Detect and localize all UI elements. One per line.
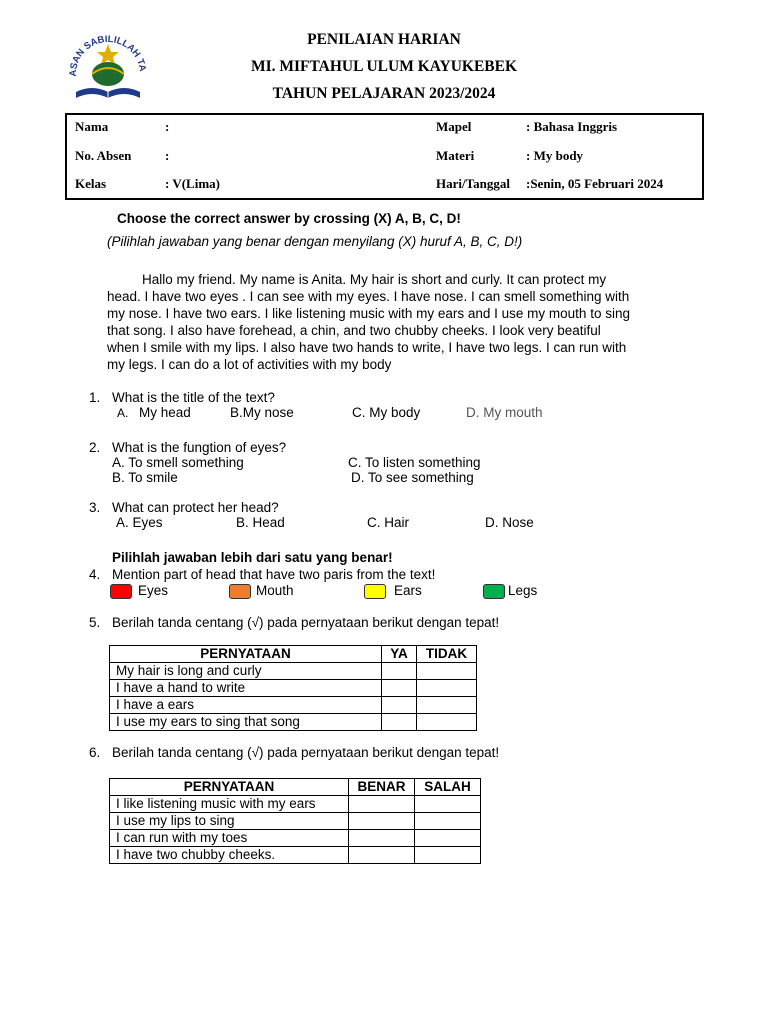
table-row bbox=[110, 813, 481, 830]
q5-header-yes: YA bbox=[382, 646, 417, 663]
q5-statement: My hair is long and curly bbox=[110, 663, 382, 680]
passage-line: my legs. I can do a lot of activities with my body bbox=[107, 357, 392, 372]
q6-statement: I like listening music with my ears bbox=[110, 796, 349, 813]
q3-option-c[interactable]: C. Hair bbox=[367, 515, 410, 530]
q4-number: 4. bbox=[89, 567, 101, 582]
instruction-en: Choose the correct answer by crossing (X) A, B, C, D! bbox=[117, 211, 461, 226]
table-row bbox=[110, 663, 477, 680]
hari-value: :Senin, 05 Februari 2024 bbox=[526, 176, 664, 191]
q4-checkbox-legs[interactable] bbox=[483, 584, 505, 599]
passage-line: when I smile with my lips. I also have two hands to write, I have two legs. I can run with bbox=[107, 340, 627, 355]
q4-option-mouth: Mouth bbox=[256, 583, 294, 598]
q6-header-statement: PERNYATAAN bbox=[110, 779, 349, 796]
mapel-value: : Bahasa Inggris bbox=[526, 119, 618, 134]
passage-line: head. I have two eyes . I can see with my eyes. I have nose. I can smell something with bbox=[107, 289, 630, 304]
q5-question: Berilah tanda centang (√) pada pernyataan berikut dengan tepat! bbox=[112, 615, 500, 630]
q1-option-d[interactable]: D. My mouth bbox=[466, 405, 543, 420]
q5-no-cell[interactable] bbox=[417, 663, 477, 680]
table-row bbox=[110, 796, 481, 813]
q1-number: 1. bbox=[89, 390, 101, 405]
q6-table bbox=[109, 778, 481, 864]
absen-field[interactable]: : bbox=[165, 148, 170, 163]
q4-checkbox-ears[interactable] bbox=[364, 584, 386, 599]
q6-header-false: SALAH bbox=[415, 779, 481, 796]
q4-question: Mention part of head that have two paris from the text! bbox=[112, 567, 436, 582]
q6-true-cell[interactable] bbox=[349, 847, 415, 864]
q6-true-cell[interactable] bbox=[349, 796, 415, 813]
q4-option-eyes: Eyes bbox=[138, 583, 169, 598]
q4-checkbox-eyes[interactable] bbox=[110, 584, 132, 599]
q5-yes-cell[interactable] bbox=[382, 697, 417, 714]
q4-option-ears: Ears bbox=[394, 583, 422, 598]
q5-no-cell[interactable] bbox=[417, 714, 477, 731]
passage-line: that song. I also have forehead, a chin, and two chubby cheeks. I look very beatiful bbox=[107, 323, 601, 338]
kelas-value: : V(Lima) bbox=[165, 176, 221, 191]
q5-statement: I have a hand to write bbox=[110, 680, 382, 697]
q6-false-cell[interactable] bbox=[415, 796, 481, 813]
q6-question: Berilah tanda centang (√) pada pernyataan berikut dengan tepat! bbox=[112, 745, 500, 760]
q5-header-no: TIDAK bbox=[417, 646, 477, 663]
q6-header-true: BENAR bbox=[349, 779, 415, 796]
q6-number: 6. bbox=[89, 745, 101, 760]
q2-option-b[interactable]: B. To smile bbox=[112, 470, 178, 485]
q5-yes-cell[interactable] bbox=[382, 714, 417, 731]
q5-header-statement: PERNYATAAN bbox=[110, 646, 382, 663]
nama-label: Nama bbox=[75, 119, 109, 134]
instruction-id: (Pilihlah jawaban yang benar dengan menyilang (X) huruf A, B, C, D!) bbox=[107, 234, 523, 249]
materi-label: Materi bbox=[436, 148, 475, 163]
q3-option-d[interactable]: D. Nose bbox=[485, 515, 534, 530]
passage-line: my nose. I have two ears. I like listening music with my ears and I use my mouth to sing bbox=[107, 306, 630, 321]
table-row bbox=[110, 714, 477, 731]
passage-line: Hallo my friend. My name is Anita. My hair is short and curly. It can protect my bbox=[142, 272, 607, 287]
q3-option-a[interactable]: A. Eyes bbox=[116, 515, 163, 530]
multi-answer-instruction: Pilihlah jawaban lebih dari satu yang benar! bbox=[112, 550, 393, 565]
hari-label: Hari/Tanggal bbox=[436, 176, 510, 191]
q1-option-a-letter[interactable]: A. bbox=[117, 406, 129, 420]
q3-option-b[interactable]: B. Head bbox=[236, 515, 285, 530]
school-name: MI. MIFTAHUL ULUM KAYUKEBEK bbox=[250, 58, 518, 75]
q6-statement: I use my lips to sing bbox=[110, 813, 349, 830]
q2-number: 2. bbox=[89, 440, 101, 455]
q1-option-a[interactable]: My head bbox=[139, 405, 191, 420]
table-row bbox=[110, 680, 477, 697]
q5-number: 5. bbox=[89, 615, 101, 630]
q6-false-cell[interactable] bbox=[415, 813, 481, 830]
q5-yes-cell[interactable] bbox=[382, 680, 417, 697]
q2-option-d[interactable]: D. To see something bbox=[351, 470, 474, 485]
q2-option-a[interactable]: A. To smell something bbox=[112, 455, 244, 470]
q1-option-b[interactable]: B.My nose bbox=[230, 405, 294, 420]
q3-question: What can protect her head? bbox=[112, 500, 279, 515]
header-title: PENILAIAN HARIAN bbox=[307, 31, 461, 48]
table-row bbox=[110, 697, 477, 714]
academic-year: TAHUN PELAJARAN 2023/2024 bbox=[272, 85, 496, 102]
q2-option-c[interactable]: C. To listen something bbox=[348, 455, 481, 470]
q4-checkbox-mouth[interactable] bbox=[229, 584, 251, 599]
nama-field[interactable]: : bbox=[165, 119, 170, 134]
q4-option-legs: Legs bbox=[508, 583, 538, 598]
table-row bbox=[110, 847, 481, 864]
absen-label: No. Absen bbox=[75, 148, 132, 163]
q1-question: What is the title of the text? bbox=[112, 390, 275, 405]
q1-option-c[interactable]: C. My body bbox=[352, 405, 421, 420]
q5-table bbox=[109, 645, 477, 731]
q6-false-cell[interactable] bbox=[415, 830, 481, 847]
mapel-label: Mapel bbox=[436, 119, 472, 134]
q6-statement: I can run with my toes bbox=[110, 830, 349, 847]
q6-statement: I have two chubby cheeks. bbox=[110, 847, 349, 864]
table-row bbox=[110, 830, 481, 847]
q5-statement: I have a ears bbox=[110, 697, 382, 714]
q2-question: What is the fungtion of eyes? bbox=[112, 440, 287, 455]
q6-true-cell[interactable] bbox=[349, 830, 415, 847]
kelas-label: Kelas bbox=[75, 176, 107, 191]
q5-statement: I use my ears to sing that song bbox=[110, 714, 382, 731]
q3-number: 3. bbox=[89, 500, 101, 515]
svg-text:YAYASAN SABILILLAH TAMAN: ASAN SABILILLAH TA bbox=[67, 33, 148, 77]
q5-yes-cell[interactable] bbox=[382, 663, 417, 680]
q6-true-cell[interactable] bbox=[349, 813, 415, 830]
q5-no-cell[interactable] bbox=[417, 680, 477, 697]
q5-no-cell[interactable] bbox=[417, 697, 477, 714]
materi-value: : My body bbox=[526, 148, 584, 163]
q6-false-cell[interactable] bbox=[415, 847, 481, 864]
